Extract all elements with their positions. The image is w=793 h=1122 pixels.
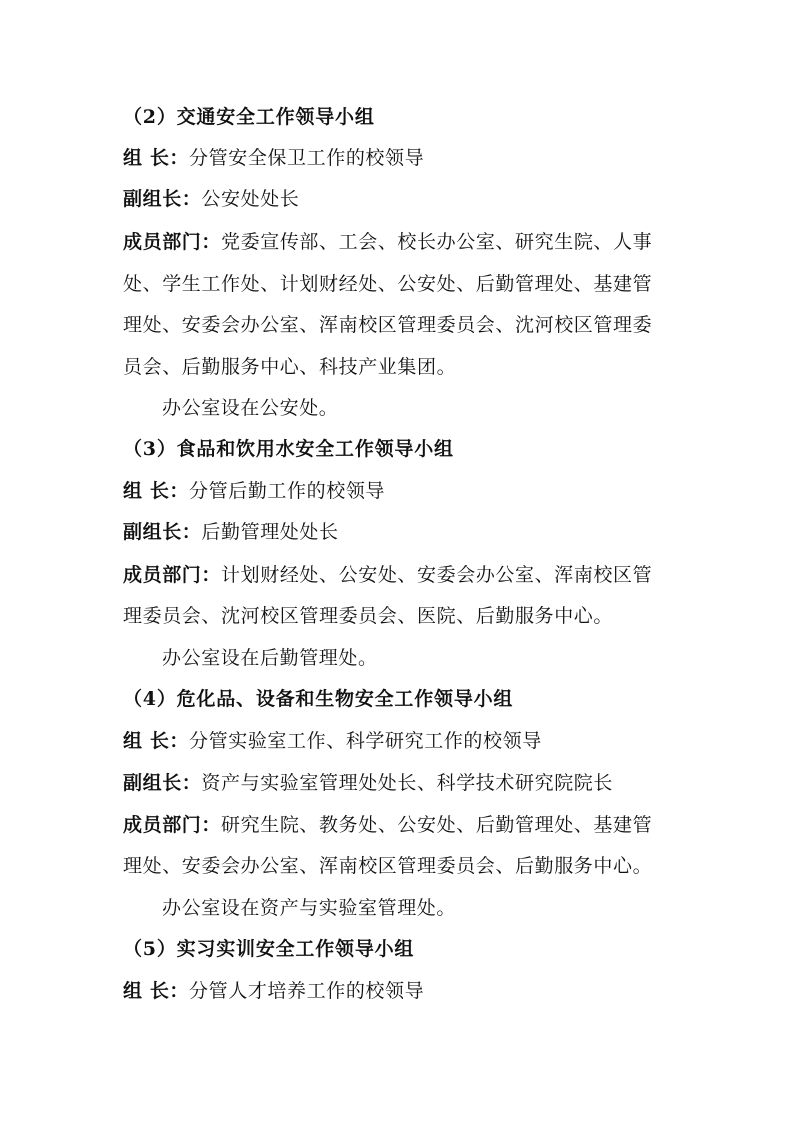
deputy-text: 后勤管理处处长	[201, 521, 339, 543]
leader-line	[123, 479, 683, 503]
members-line	[123, 813, 683, 837]
members-line: 理委员会、沈河校区管理委员会、医院、后勤服务中心。	[123, 605, 614, 627]
section-heading: （4）危化品、设备和生物安全工作领导小组	[123, 688, 514, 710]
leader-label: 组 长：	[123, 147, 190, 169]
deputy-label: 副组长：	[123, 521, 202, 543]
leader-label: 组 长：	[123, 480, 190, 502]
leader-text: 分管人才培养工作的校领导	[189, 980, 425, 1002]
deputy-label: 副组长：	[123, 772, 202, 794]
members-label: 成员部门：	[123, 814, 222, 836]
section-heading: （2）交通安全工作领导小组	[123, 106, 375, 128]
members-text: 研究生院、教务处、公安处、后勤管理处、基建管	[221, 814, 653, 836]
members-text: 党委宣传部、工会、校长办公室、研究生院、人事	[221, 231, 653, 253]
deputy-label: 副组长：	[123, 188, 202, 210]
members-line: 员会、后勤服务中心、科技产业集团。	[123, 356, 457, 378]
office-line: 办公室设在公安处。	[162, 397, 339, 419]
members-line	[123, 563, 683, 587]
members-line: 处、学生工作处、计划财经处、公安处、后勤管理处、基建管	[123, 273, 653, 295]
leader-line	[123, 146, 683, 170]
leader-line	[123, 979, 683, 1003]
members-label: 成员部门：	[123, 231, 222, 253]
members-line: 理处、安委会办公室、浑南校区管理委员会、后勤服务中心。	[123, 855, 653, 877]
members-text: 计划财经处、公安处、安委会办公室、浑南校区管	[221, 564, 653, 586]
deputy-line	[123, 520, 683, 544]
members-line	[123, 230, 683, 254]
deputy-text: 公安处处长	[201, 188, 300, 210]
leader-text: 分管后勤工作的校领导	[189, 480, 386, 502]
leader-text: 分管实验室工作、科学研究工作的校领导	[189, 730, 542, 752]
leader-label: 组 长：	[123, 980, 190, 1002]
deputy-text: 资产与实验室管理处处长、科学技术研究院院长	[201, 772, 614, 794]
section-heading: （3）食品和饮用水安全工作领导小组	[123, 438, 454, 460]
members-label: 成员部门：	[123, 564, 222, 586]
leader-text: 分管安全保卫工作的校领导	[189, 147, 425, 169]
office-line: 办公室设在资产与实验室管理处。	[162, 897, 457, 919]
leader-label: 组 长：	[123, 730, 190, 752]
leader-line	[123, 729, 683, 753]
deputy-line	[123, 187, 683, 211]
office-line: 办公室设在后勤管理处。	[162, 647, 378, 669]
section-heading: （5）实习实训安全工作领导小组	[123, 938, 415, 960]
members-line: 理处、安委会办公室、浑南校区管理委员会、沈河校区管理委	[123, 314, 653, 336]
deputy-line	[123, 771, 683, 795]
